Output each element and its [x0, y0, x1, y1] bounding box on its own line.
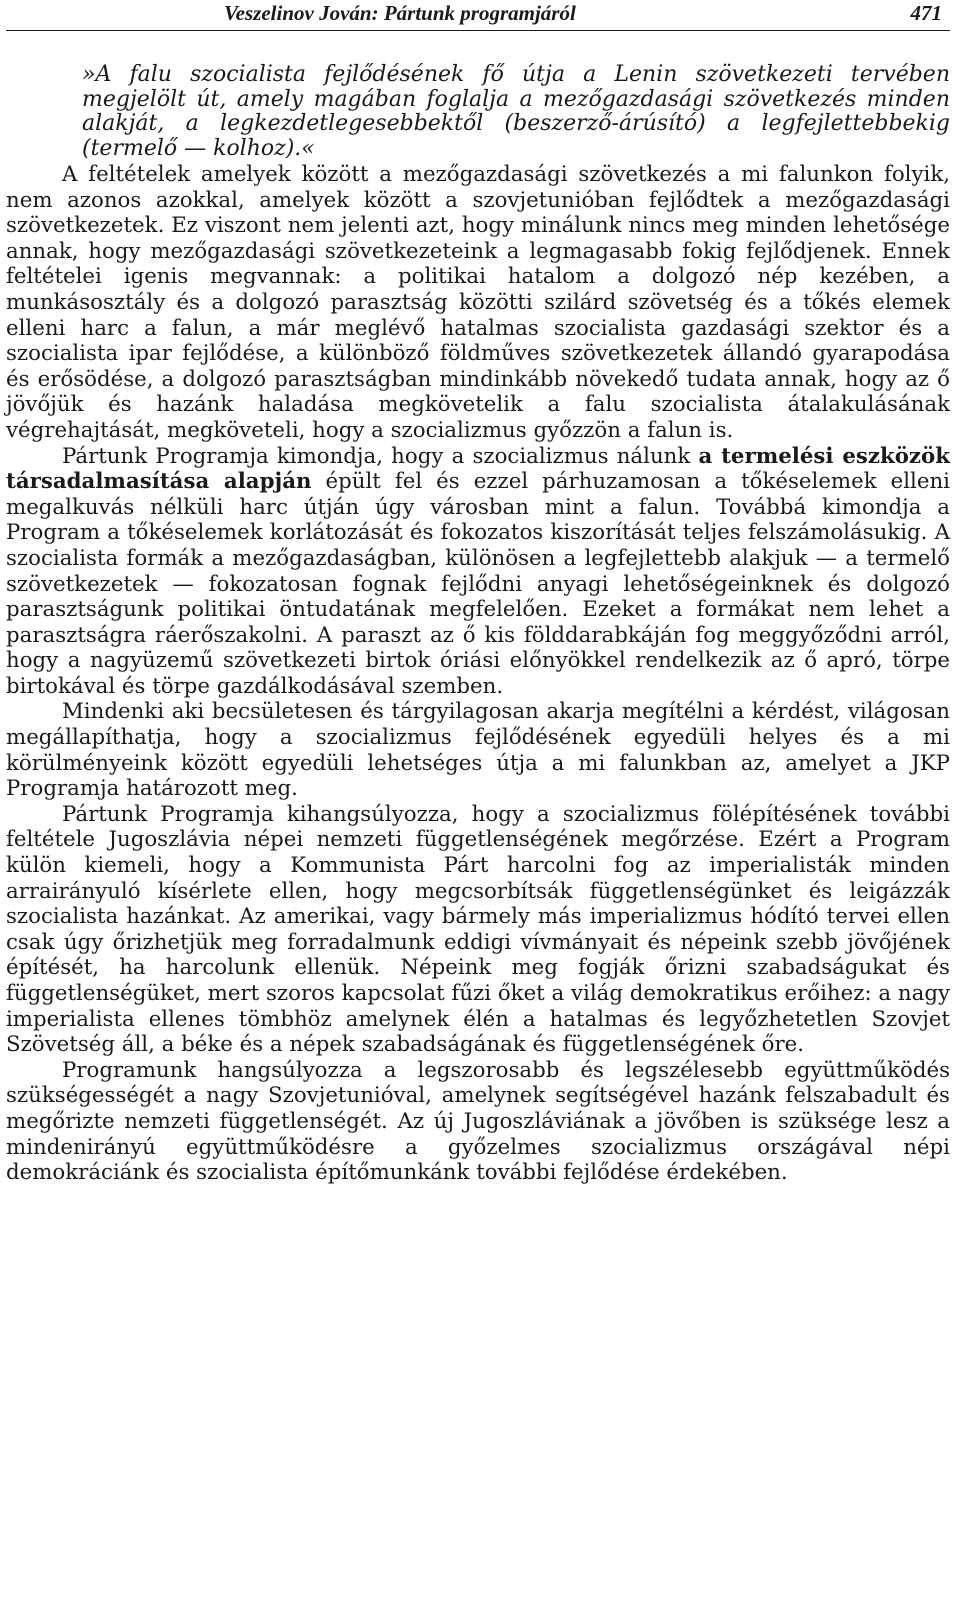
paragraph-2 — [6, 444, 950, 700]
paragraph-1: A feltételek amelyek között a mezőgazdasági szövetkezés a mi falunkon folyik, nem azonos azokkal, amelyek között a szovjetunióban fejlődtek a mezőgazdasági szövetkezetek. Ez viszont nem jelenti azt, hogy minálunk nincs meg minden lehetősége annak, hogy mezőgazdasági szövetkezeteink a legmagasabb fokig fejlődjenek. Ennek feltételei igenis megvannak: a politikai hatalom a dolgozó nép kezében, a munkásosztály és a dolgozó parasztság közötti szilárd szövetség és a tőkés elemek elleni harc a falun, a már meglévő hatalmas szocialista gazdasági szektor és a szocialista ipar fejlődése, a különböző földműves szövetkezetek állandó gyarapodása és erősödése, a dolgozó parasztságban mindinkább növekedő tudata annak, hogy az ő jövőjük és hazánk haladása megkövetelik a falu szocialista átalakulásának végrehajtását, megköveteli, hogy a szocializmus győzzön a falun is. — [6, 162, 950, 443]
paragraph-4: Pártunk Programja kihangsúlyozza, hogy a szocializmus fölépítésének további feltétele Jugoszlávia népei nemzeti függetlenségének megőrzése. Ezért a Program külön kiemeli, hogy a Kommunista Párt harcolni fog az imperialisták minden arrairányuló kísérlete ellen, hogy megcsorbítsák függetlenségünket és leigázzák szocialista hazánkat. Az amerikai, vagy bármely más imperializmus hódító tervei ellen csak úgy őrizhetjük meg forradalmunk eddigi vívmányait és népeink szebb jövőjének építését, ha harcolunk ellenük. Népeink meg fogják őrizni szabadságukat és függetlenségüket, mert szoros kapcsolat fűzi őket a világ demokratikus erőihez: a nagy imperialista ellenes tömbhöz amelynek élén a hatalmas és legyőzhetetlen Szovjet Szövetség áll, a béke és a népek szabadságának és függetlenségének őre. — [6, 801, 950, 1058]
paragraph-5: Programunk hangsúlyozza a legszorosabb és legszélesebb együttműködés szükségességét a nagy Szovjetunióval, amelynek segítségével hazánk felszabadult és megőrizte nemzeti függetlenségét. Az új Jugoszláviának a jövőben is szüksége lesz a mindenirányú együttműködésre a győzelmes szocializmus országával népi demokráciánk és szocialista építőmunkánk további fejlődése érdekében. — [6, 1057, 950, 1186]
document-page — [6, 0, 950, 1607]
paragraph-2-text-c: épült fel és ezzel párhuzamosan a tőkéselemek elleni megalkuvás nélküli harc útján úgy városban mint a falun. Továbbá kimondja a Program a tőkéselemek korlátozását és fokozatos kiszorítását teljes felszámolásukig. A szocialista formák a mezőgazdaságban, különösen a legfejlettebb alakjuk — a termelő szövetkezetek — fokozatosan fognak fejlődni anyagi lehetőségeinknek és dolgozó parasztságunk politikai öntudatának megfelelően. Ezeket a formákat nem lehet a parasztságra ráerőszakolni. A paraszt az ő kis földdarabkáján fog meggyőződni arról, hogy a nagyüzemű szövetkezeti birtok óriási előnyökkel rendelkezik az ő apró, törpe birtokával és törpe gazdálkodásával szemben. — [6, 469, 950, 699]
paragraph-2-text-a: Pártunk Programja kimondja, hogy a szocializmus nálunk — [62, 443, 699, 469]
block-quote: »A falu szocialista fejlődésének fő útja a Lenin szövetkezeti tervében megjelölt út, amely magában foglalja a mezőgazdasági szövetkezés minden alakját, a legkezdetlegesebbektől (beszerző-árúsító) a legfejlettebbekig (termelő — kolhoz).« — [82, 62, 950, 161]
page-number: 471 — [910, 1, 942, 25]
page-header — [6, 0, 950, 31]
running-title: Veszelinov Jován: Pártunk programjáról — [224, 1, 576, 25]
paragraph-2-emphasis: a termelési eszközök társadalmasítása alapján — [6, 443, 950, 495]
paragraph-3: Mindenki aki becsületesen és tárgyilagosan akarja megítélni a kérdést, világosan megállapíthatja, hogy a szocializmus fejlődésének egyedüli helyes és a mi körülményeink között egyedüli lehetséges útja a mi falunkban az, amelyet a JKP Programja határozott meg. — [6, 699, 950, 802]
article-body — [6, 63, 950, 1186]
